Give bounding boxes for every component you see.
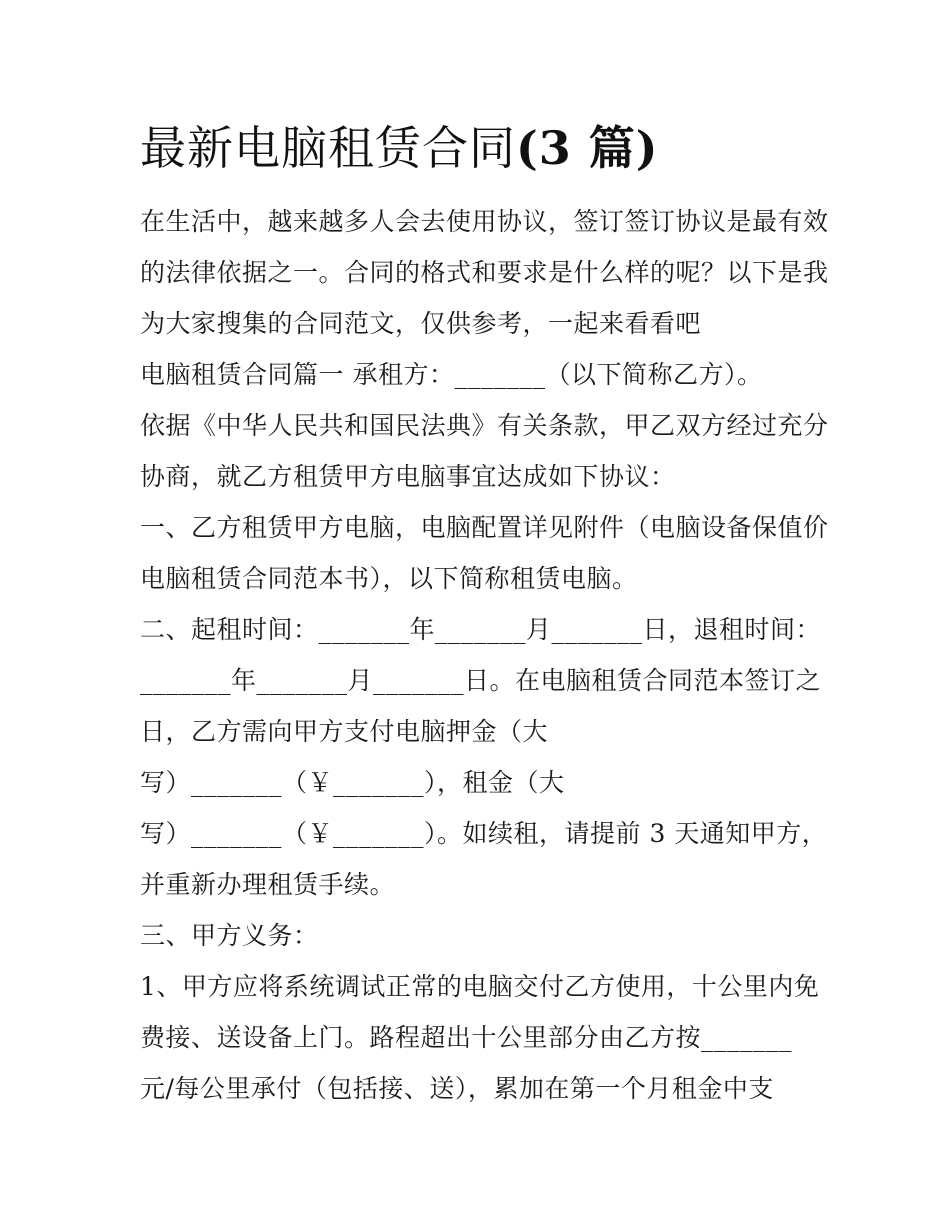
body-line: _______年_______月_______日。在电脑租赁合同范本签订之 bbox=[140, 666, 822, 695]
body-line: 的法律依据之一。合同的格式和要求是什么样的呢？以下是我 bbox=[140, 258, 829, 287]
body-line: 并重新办理租赁手续。 bbox=[140, 870, 396, 899]
body-line: 三、甲方义务： bbox=[140, 921, 319, 950]
body-line: 电脑租赁合同篇一 承租方：_______（以下简称乙方）。 bbox=[140, 360, 763, 389]
body-line: 1、甲方应将系统调试正常的电脑交付乙方使用，十公里内免 bbox=[140, 972, 820, 1001]
document-body bbox=[140, 196, 830, 1114]
body-line: 一、乙方租赁甲方电脑，电脑配置详见附件（电脑设备保值价 bbox=[140, 513, 829, 542]
title-main: 最新电脑租赁合同 bbox=[140, 121, 516, 175]
title-suffix: (3 篇) bbox=[516, 121, 659, 175]
body-line: 在生活中，越来越多人会去使用协议，签订签订协议是最有效 bbox=[140, 207, 829, 236]
document-title bbox=[140, 118, 659, 178]
body-line: 写）_______（￥_______），租金（大 bbox=[140, 768, 565, 797]
body-line: 为大家搜集的合同范文，仅供参考，一起来看看吧 bbox=[140, 309, 702, 338]
body-line: 元/每公里承付（包括接、送），累加在第一个月租金中支 bbox=[140, 1074, 774, 1103]
body-line: 写）_______（￥_______）。如续租，请提前 3 天通知甲方， bbox=[140, 819, 828, 848]
body-line: 协商，就乙方租赁甲方电脑事宜达成如下协议： bbox=[140, 462, 676, 491]
body-line: 二、起租时间：_______年_______月_______日，退租时间： bbox=[140, 615, 822, 644]
body-line: 依据《中华人民共和国民法典》有关条款，甲乙双方经过充分 bbox=[140, 411, 829, 440]
body-line: 日，乙方需向甲方支付电脑押金（大 bbox=[140, 717, 549, 746]
body-line: 电脑租赁合同范本书），以下简称租赁电脑。 bbox=[140, 564, 638, 593]
body-line: 费接、送设备上门。路程超出十公里部分由乙方按_______ bbox=[140, 1023, 793, 1052]
